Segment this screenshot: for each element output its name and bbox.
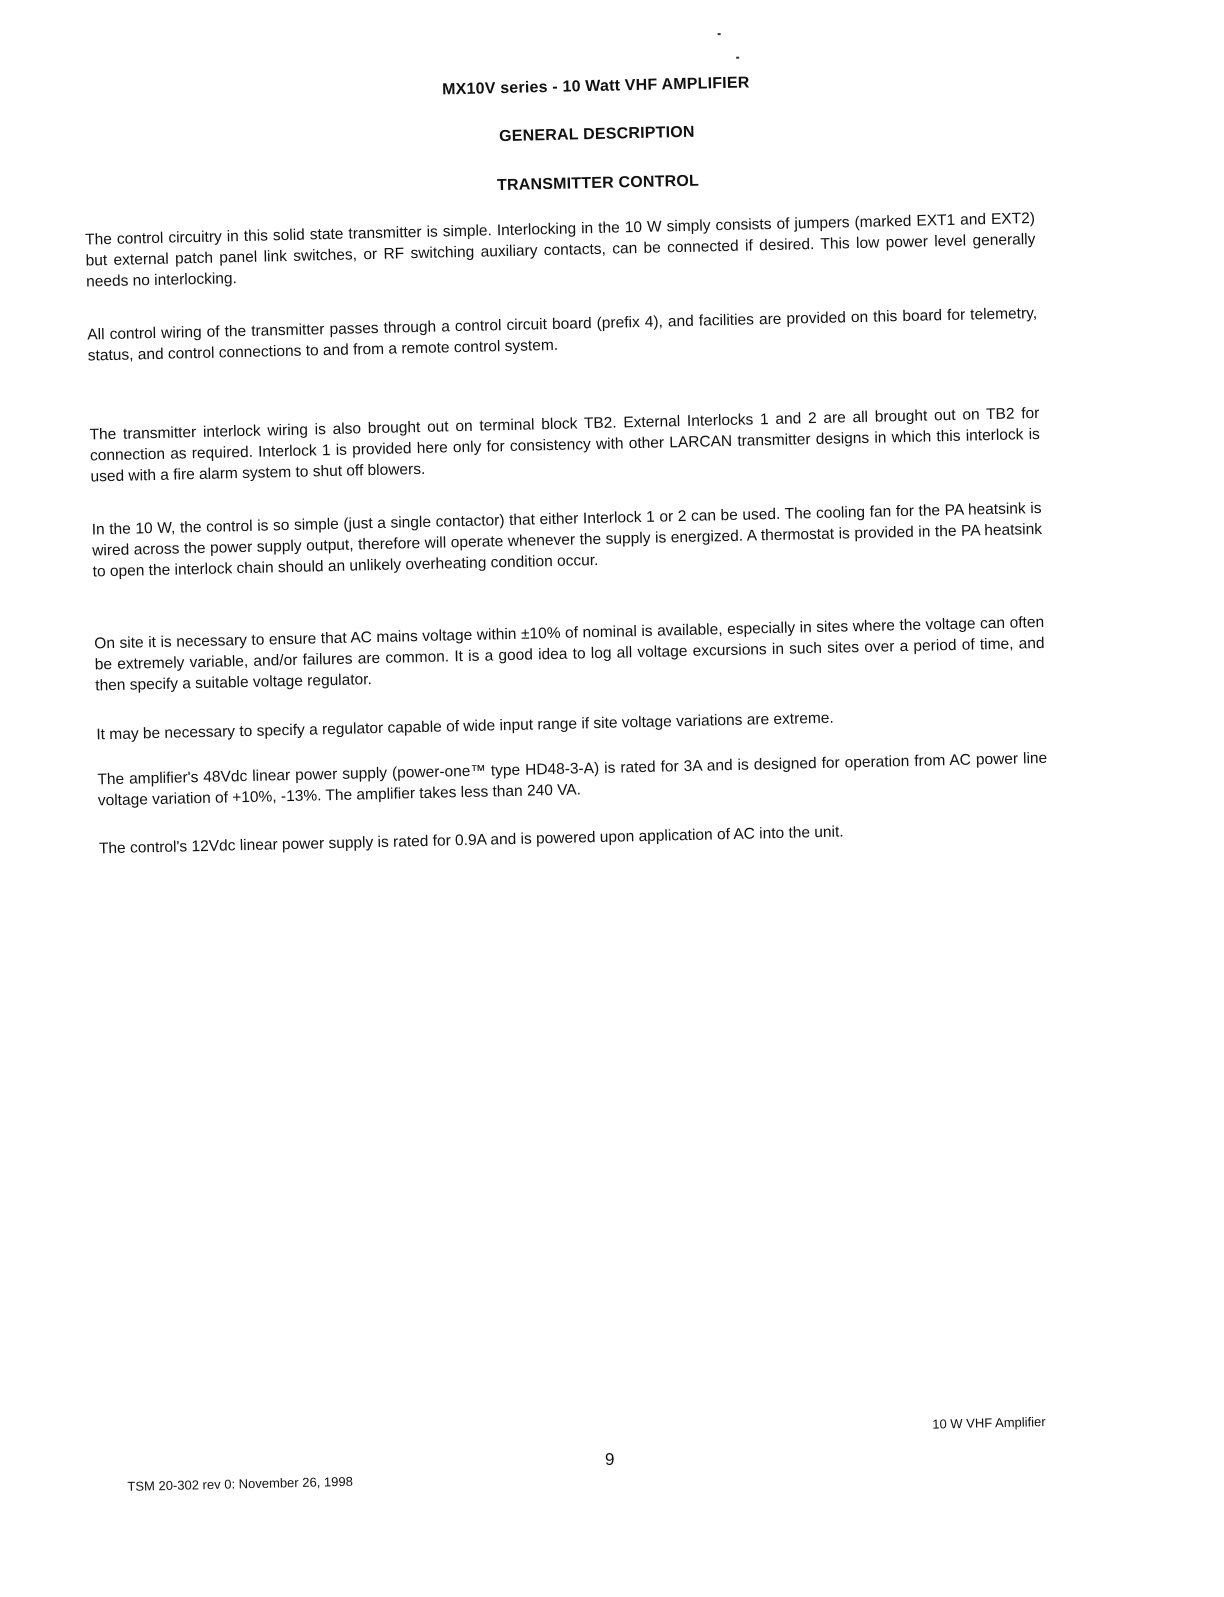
footer-page-number: 9 [604,1449,615,1470]
paragraph-interlock-tb2: The transmitter interlock wiring is also brought out on terminal block TB2. External Interlocks 1 and 2 are all brought out on TB2 for connection as required. Interlock 1 is provided here only for consistency with other LARCAN transmitter designs in which this interlock is used with a fire alarm system to shut off blowers. [89,404,1041,486]
scan-speck [736,57,739,59]
section-heading: TRANSMITTER CONTROL [496,172,700,195]
paragraph-48v-supply: The amplifier's 48Vdc linear power supply (power-one™ type HD48-3-A) is rated for 3A and is designed for operation from AC power line voltage variation of +10%, -13%. The amplifier takes less than 240 VA. [97,749,1048,810]
scan-speck [718,33,721,35]
paragraph-12v-supply: The control's 12Vdc linear power supply is rated for 0.9A and is powered upon application of AC into the unit. [98,823,844,858]
document-title: MX10V series - 10 Watt VHF AMPLIFIER [441,74,750,99]
footer-document-id: TSM 20-302 rev 0: November 26, 1998 [127,1473,354,1494]
paragraph-cooling-fan: In the 10 W, the control is so simple (just a single contactor) that either Interlock 1 or 2 can be used. The cooling fan for the PA heatsink is wired across the power supply output, therefore will operate whenever the supply is energized. A thermostat is provided in the PA heatsink to open the interlock chain should an unlikely overheating condition occur. [91,499,1043,581]
document-subtitle: GENERAL DESCRIPTION [498,123,695,146]
paragraph-ac-mains: On site it is necessary to ensure that AC mains voltage within ±10% of nominal is available, especially in sites where the voltage can often be extremely variable, and/or failures are common. It is a good idea to log all voltage excursions in such sites over a period of time, and then specify a suitable voltage regulator. [94,613,1045,695]
paragraph-regulator: It may be necessary to specify a regulator capable of wide input range if site voltage variations are extreme. [96,709,834,744]
paragraph-interlocking: The control circuitry in this solid state transmitter is simple. Interlocking in the 10 W simply consists of jumpers (marked EXT1 and EXT2) but external patch panel link switches, or RF switching auxiliary contacts, can be connected if desired. This low power level generally needs no interlocking. [84,209,1036,291]
paragraph-control-wiring: All control wiring of the transmitter passes through a control circuit board (prefix 4), and facilities are provided on this board for telemetry, status, and control connections to and from a remote control system. [87,304,1038,365]
footer-product-name: 10 W VHF Amplifier [932,1414,1046,1432]
